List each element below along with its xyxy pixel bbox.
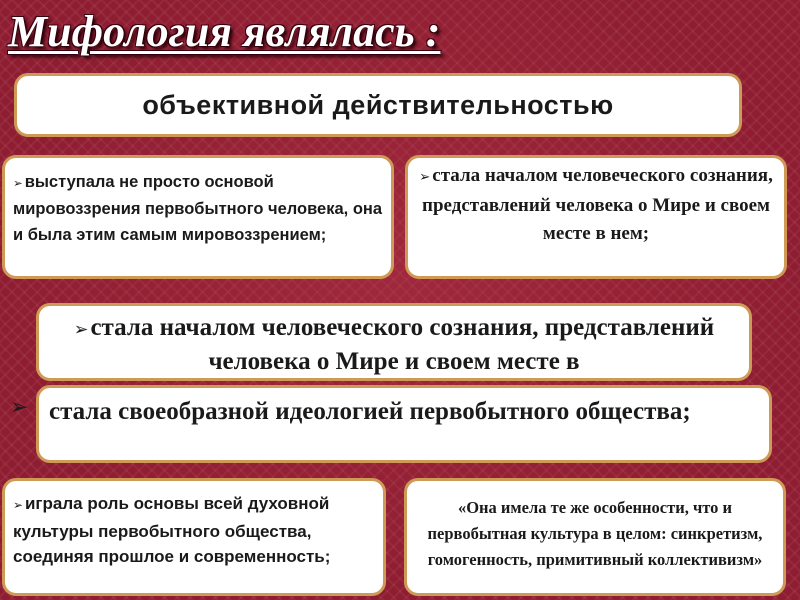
worldview-box: [2, 155, 394, 279]
arrow-bullet-icon: ➢: [419, 170, 431, 185]
objective-reality-text: объективной действительностью: [142, 89, 614, 120]
arrow-bullet-icon: ➢: [13, 176, 23, 190]
consciousness-box-large: [36, 303, 752, 381]
ideology-box: [36, 385, 772, 463]
arrow-bullet-icon: ➢: [13, 498, 23, 512]
objective-reality-box: [14, 73, 742, 137]
spiritual-culture-box: [2, 478, 386, 596]
consciousness-small-text: стала началом человеческого сознания, представлений человека о Мире и своем месте в нем;: [422, 165, 773, 244]
quote-box: [404, 478, 786, 596]
consciousness-box-small: [405, 155, 787, 279]
consciousness-large-text: стала началом человеческого сознания, представлений человека о Мире и своем месте в: [90, 314, 715, 375]
spiritual-culture-text: играла роль основы всей духовной культуры первобытного общества, соединяя прошлое и современность;: [13, 494, 331, 566]
worldview-text: выступала не просто основой мировоззрения первобытного человека, она и была этим самым мировоззрением;: [13, 173, 383, 244]
arrow-bullet-icon: ➢: [10, 395, 29, 420]
quote-text: «Она имела те же особенности, что и первобытная культура в целом: синкретизм, гомогенность, примитивный коллективизм»: [427, 498, 763, 569]
slide-title: Мифология являлась :: [8, 7, 441, 56]
ideology-text: стала своеобразной идеологией первобытного общества;: [49, 398, 691, 425]
arrow-bullet-icon: ➢: [73, 320, 89, 340]
